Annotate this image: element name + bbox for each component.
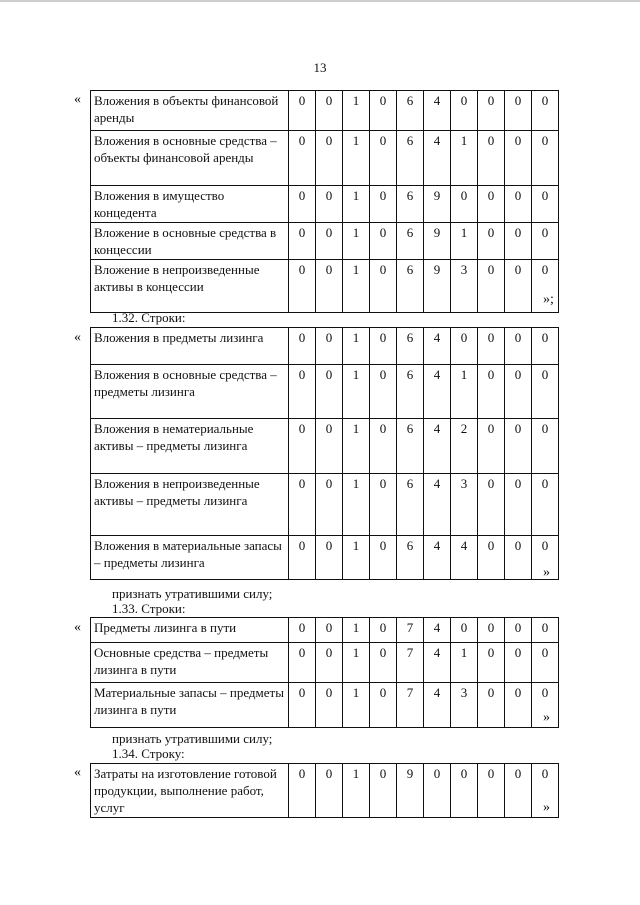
section-heading: 1.33. Строки: xyxy=(112,601,186,616)
digit-cell: 9 xyxy=(424,260,451,313)
digit-cell: 0 xyxy=(478,643,505,683)
digit-cell: 0 xyxy=(289,643,316,683)
digit-cell: 4 xyxy=(424,419,451,474)
digit-cell: 0 xyxy=(532,131,559,186)
row-label: Вложение в непроизведенные активы в концессии xyxy=(91,260,289,313)
digit-cell: 0 xyxy=(451,328,478,365)
digit-cell: 6 xyxy=(397,474,424,536)
close-quote: » xyxy=(543,800,550,815)
table-row xyxy=(91,419,559,474)
digit-cell: 0 xyxy=(316,365,343,419)
row-label: Вложения в материальные запасы – предметы лизинга xyxy=(91,536,289,580)
paragraph-text: признать утратившими силу; xyxy=(112,731,273,746)
paragraph-text: признать утратившими силу; xyxy=(112,586,273,601)
digit-cell: 0 xyxy=(316,223,343,260)
digit-cell: 0 xyxy=(532,618,559,643)
digit-cell: 0 xyxy=(316,474,343,536)
accounts-table-4 xyxy=(90,763,559,818)
digit-cell: 0 xyxy=(370,223,397,260)
digit-cell: 0 xyxy=(289,474,316,536)
digit-cell: 0 xyxy=(505,365,532,419)
digit-cell: 0 xyxy=(316,536,343,580)
digit-cell: 6 xyxy=(397,91,424,131)
digit-cell: 0 xyxy=(370,643,397,683)
digit-cell: 0 xyxy=(505,223,532,260)
digit-cell: 0 xyxy=(532,91,559,131)
digit-cell: 9 xyxy=(424,186,451,223)
digit-cell: 0 xyxy=(532,365,559,419)
digit-cell: 1 xyxy=(343,186,370,223)
digit-cell: 7 xyxy=(397,643,424,683)
open-quote: « xyxy=(74,620,81,635)
digit-cell: 0 xyxy=(532,186,559,223)
table-row xyxy=(91,618,559,643)
row-label: Основные средства – предметы лизинга в пути xyxy=(91,643,289,683)
row-label: Вложения в объекты финансовой аренды xyxy=(91,91,289,131)
digit-cell: 3 xyxy=(451,474,478,536)
digit-cell: 0 xyxy=(532,683,559,728)
digit-cell: 0 xyxy=(316,764,343,818)
digit-cell: 1 xyxy=(343,419,370,474)
digit-cell: 4 xyxy=(424,474,451,536)
digit-cell: 0 xyxy=(316,683,343,728)
table-row xyxy=(91,365,559,419)
digit-cell: 4 xyxy=(424,91,451,131)
table-row xyxy=(91,328,559,365)
close-quote: »; xyxy=(543,292,554,307)
digit-cell: 0 xyxy=(505,260,532,313)
open-quote: « xyxy=(74,765,81,780)
digit-cell: 0 xyxy=(289,328,316,365)
digit-cell: 0 xyxy=(316,618,343,643)
row-label: Вложение в основные средства в концессии xyxy=(91,223,289,260)
digit-cell: 0 xyxy=(505,186,532,223)
open-quote: « xyxy=(74,330,81,345)
table-row xyxy=(91,536,559,580)
digit-cell: 0 xyxy=(424,764,451,818)
digit-cell: 4 xyxy=(424,683,451,728)
digit-cell: 0 xyxy=(532,328,559,365)
digit-cell: 9 xyxy=(397,764,424,818)
digit-cell: 1 xyxy=(343,474,370,536)
digit-cell: 1 xyxy=(451,223,478,260)
row-label: Вложения в основные средства – объекты финансовой аренды xyxy=(91,131,289,186)
digit-cell: 0 xyxy=(370,683,397,728)
table-row xyxy=(91,643,559,683)
digit-cell: 6 xyxy=(397,536,424,580)
digit-cell: 0 xyxy=(370,365,397,419)
page-number: 13 xyxy=(313,60,327,75)
table-body xyxy=(91,328,559,580)
table-body xyxy=(91,91,559,313)
digit-cell: 0 xyxy=(370,186,397,223)
digit-cell: 0 xyxy=(532,419,559,474)
digit-cell: 0 xyxy=(532,764,559,818)
accounts-table-1 xyxy=(90,90,559,313)
digit-cell: 0 xyxy=(370,419,397,474)
digit-cell: 1 xyxy=(451,643,478,683)
digit-cell: 0 xyxy=(370,536,397,580)
digit-cell: 0 xyxy=(505,474,532,536)
table-row xyxy=(91,131,559,186)
digit-cell: 0 xyxy=(478,91,505,131)
digit-cell: 0 xyxy=(316,328,343,365)
digit-cell: 6 xyxy=(397,186,424,223)
digit-cell: 0 xyxy=(370,131,397,186)
table-body xyxy=(91,618,559,728)
digit-cell: 4 xyxy=(424,536,451,580)
digit-cell: 0 xyxy=(289,91,316,131)
close-quote: » xyxy=(543,710,550,725)
digit-cell: 0 xyxy=(505,131,532,186)
digit-cell: 1 xyxy=(343,764,370,818)
digit-cell: 0 xyxy=(478,365,505,419)
digit-cell: 0 xyxy=(505,536,532,580)
digit-cell: 3 xyxy=(451,683,478,728)
open-quote: « xyxy=(74,92,81,107)
digit-cell: 7 xyxy=(397,618,424,643)
digit-cell: 0 xyxy=(316,260,343,313)
table-row xyxy=(91,683,559,728)
row-label: Затраты на изготовление готовой продукции, выполнение работ, услуг xyxy=(91,764,289,818)
digit-cell: 0 xyxy=(505,764,532,818)
digit-cell: 1 xyxy=(343,131,370,186)
digit-cell: 0 xyxy=(289,260,316,313)
accounts-table-2 xyxy=(90,327,559,580)
digit-cell: 0 xyxy=(505,683,532,728)
digit-cell: 0 xyxy=(505,419,532,474)
digit-cell: 1 xyxy=(343,618,370,643)
page-top-edge xyxy=(0,0,640,2)
row-label: Вложения в нематериальные активы – предметы лизинга xyxy=(91,419,289,474)
digit-cell: 0 xyxy=(478,764,505,818)
digit-cell: 0 xyxy=(478,618,505,643)
digit-cell: 0 xyxy=(370,764,397,818)
digit-cell: 0 xyxy=(505,618,532,643)
digit-cell: 0 xyxy=(370,618,397,643)
digit-cell: 0 xyxy=(289,536,316,580)
digit-cell: 0 xyxy=(370,474,397,536)
digit-cell: 0 xyxy=(370,328,397,365)
table-row xyxy=(91,764,559,818)
close-quote: » xyxy=(543,565,550,580)
table-row xyxy=(91,474,559,536)
row-label: Материальные запасы – предметы лизинга в пути xyxy=(91,683,289,728)
digit-cell: 0 xyxy=(316,186,343,223)
digit-cell: 0 xyxy=(478,223,505,260)
row-label: Вложения в непроизведенные активы – предметы лизинга xyxy=(91,474,289,536)
digit-cell: 7 xyxy=(397,683,424,728)
table-row xyxy=(91,186,559,223)
digit-cell: 0 xyxy=(451,764,478,818)
digit-cell: 0 xyxy=(289,223,316,260)
digit-cell: 1 xyxy=(343,223,370,260)
digit-cell: 6 xyxy=(397,365,424,419)
digit-cell: 4 xyxy=(424,618,451,643)
digit-cell: 1 xyxy=(451,365,478,419)
digit-cell: 6 xyxy=(397,260,424,313)
digit-cell: 0 xyxy=(532,474,559,536)
table-row xyxy=(91,260,559,313)
digit-cell: 0 xyxy=(478,536,505,580)
digit-cell: 0 xyxy=(532,536,559,580)
digit-cell: 0 xyxy=(478,131,505,186)
digit-cell: 0 xyxy=(451,618,478,643)
digit-cell: 0 xyxy=(478,683,505,728)
digit-cell: 6 xyxy=(397,328,424,365)
digit-cell: 0 xyxy=(451,186,478,223)
digit-cell: 1 xyxy=(343,365,370,419)
digit-cell: 1 xyxy=(343,260,370,313)
row-label: Вложения в основные средства – предметы лизинга xyxy=(91,365,289,419)
digit-cell: 0 xyxy=(532,260,559,313)
digit-cell: 9 xyxy=(424,223,451,260)
digit-cell: 0 xyxy=(505,328,532,365)
digit-cell: 4 xyxy=(424,643,451,683)
digit-cell: 0 xyxy=(505,643,532,683)
digit-cell: 0 xyxy=(478,260,505,313)
section-heading: 1.32. Строки: xyxy=(112,310,186,325)
digit-cell: 0 xyxy=(505,91,532,131)
digit-cell: 0 xyxy=(478,419,505,474)
digit-cell: 6 xyxy=(397,419,424,474)
row-label: Предметы лизинга в пути xyxy=(91,618,289,643)
digit-cell: 0 xyxy=(289,131,316,186)
digit-cell: 0 xyxy=(316,131,343,186)
digit-cell: 2 xyxy=(451,419,478,474)
digit-cell: 0 xyxy=(370,91,397,131)
digit-cell: 0 xyxy=(316,419,343,474)
digit-cell: 4 xyxy=(451,536,478,580)
digit-cell: 0 xyxy=(289,618,316,643)
digit-cell: 4 xyxy=(424,328,451,365)
digit-cell: 0 xyxy=(478,474,505,536)
digit-cell: 0 xyxy=(289,683,316,728)
accounts-table-3 xyxy=(90,617,559,728)
digit-cell: 0 xyxy=(316,91,343,131)
row-label: Вложения в имущество концедента xyxy=(91,186,289,223)
digit-cell: 0 xyxy=(451,91,478,131)
digit-cell: 1 xyxy=(343,536,370,580)
digit-cell: 0 xyxy=(370,260,397,313)
digit-cell: 0 xyxy=(289,764,316,818)
digit-cell: 4 xyxy=(424,131,451,186)
digit-cell: 0 xyxy=(478,186,505,223)
digit-cell: 3 xyxy=(451,260,478,313)
digit-cell: 0 xyxy=(289,419,316,474)
digit-cell: 1 xyxy=(343,328,370,365)
digit-cell: 1 xyxy=(343,683,370,728)
digit-cell: 0 xyxy=(532,643,559,683)
table-row xyxy=(91,223,559,260)
digit-cell: 1 xyxy=(343,91,370,131)
digit-cell: 0 xyxy=(289,186,316,223)
table-body xyxy=(91,764,559,818)
digit-cell: 4 xyxy=(424,365,451,419)
digit-cell: 0 xyxy=(478,328,505,365)
row-label: Вложения в предметы лизинга xyxy=(91,328,289,365)
digit-cell: 0 xyxy=(316,643,343,683)
section-heading: 1.34. Строку: xyxy=(112,746,185,761)
digit-cell: 1 xyxy=(343,643,370,683)
digit-cell: 6 xyxy=(397,223,424,260)
digit-cell: 0 xyxy=(289,365,316,419)
digit-cell: 1 xyxy=(451,131,478,186)
digit-cell: 0 xyxy=(532,223,559,260)
digit-cell: 6 xyxy=(397,131,424,186)
table-row xyxy=(91,91,559,131)
